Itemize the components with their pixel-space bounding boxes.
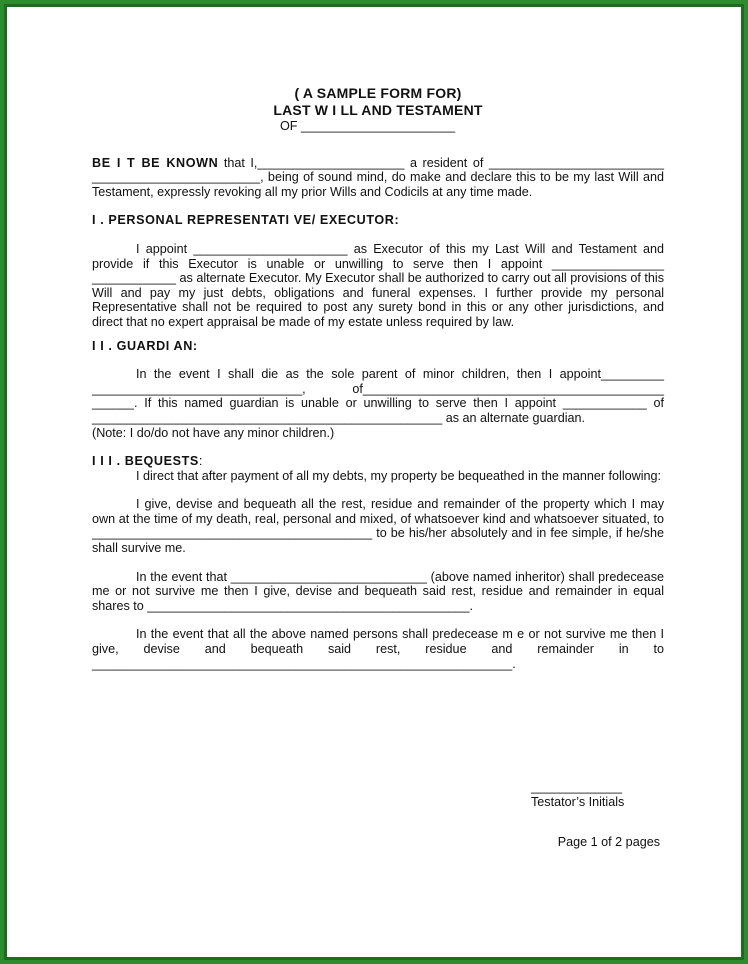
document-page <box>7 7 741 957</box>
title-line-2: LAST W I LL AND TESTAMENT <box>273 102 483 118</box>
initials-line: _____________ <box>531 780 623 794</box>
intro-paragraph <box>92 156 664 200</box>
section2-note: (Note: I do/do not have any minor children.) <box>92 425 335 440</box>
document-content <box>92 85 664 849</box>
section1-text: I appoint ______________________ as Executor of this my Last Will and Testament and provide if this Executor is unable or unwilling to serve then I appoint ________________ ____________ as alternate Executor. My Executor shall be authorized to carry out all provisions of this Will and pay my just debts, obligations and funeral expenses. I further provide my personal Representative shall not be required to post any surety bond in this or any other jurisdictions, and direct that no expert appraisal be made of my estate unless required by law. <box>92 241 664 329</box>
section3-heading <box>92 454 664 469</box>
intro-text: that I,_____________________ a resident of _________________________ ________________________, being of sound mind, do make and declare this to be my last Will and Testament, expressly revoking all my prior Wills and Codicils at any time made. <box>92 155 664 199</box>
section3-heading-bold: I I I . BEQUESTS <box>92 454 199 469</box>
section3-paragraph-2: I give, devise and bequeath all the rest, residue and remainder of the property which I may own at the time of my death, real, personal and mixed, of whatsoever kind and whatsoever situated, to ________________________________________ to be his/her absolutely and in fee simple, if he/she shall survive me. <box>92 497 664 556</box>
title-line-1: ( A SAMPLE FORM FOR) <box>294 85 462 101</box>
section2-heading: I I . GUARDI AN: <box>92 338 198 353</box>
of-line: OF ______________________ <box>280 119 456 133</box>
section1-heading: I . PERSONAL REPRESENTATI VE/ EXECUTOR: <box>92 213 400 228</box>
section3-paragraph-3: In the event that ____________________________ (above named inheritor) shall predecease me or not survive me then I give, devise and bequeath said rest, residue and remainder in equal shares to ______________________________________________. <box>92 569 664 613</box>
section2-text: In the event I shall die as the sole parent of minor children, then I appoint_________ ______________________________, of___________________________________________ ______. If this named guardian is unable or unwilling to serve then I appoint ____________ of __________________________________________________ as an alternate guardian. <box>92 367 664 425</box>
intro-lead: BE I T BE KNOWN <box>92 155 219 170</box>
section3-paragraph-4: In the event that all the above named persons shall predecease m e or not survive me then I give, devise and bequeath said rest, residue and remainder in to ____________________________________________________________. <box>92 627 664 671</box>
page-number: Page 1 of 2 pages <box>557 835 660 849</box>
initials-label: Testator’s Initials <box>531 794 625 809</box>
section3-heading-rest: : <box>198 454 203 469</box>
initials-block <box>531 780 655 809</box>
section3-paragraph-1: I direct that after payment of all my debts, my property be bequeathed in the manner following: <box>136 468 662 483</box>
